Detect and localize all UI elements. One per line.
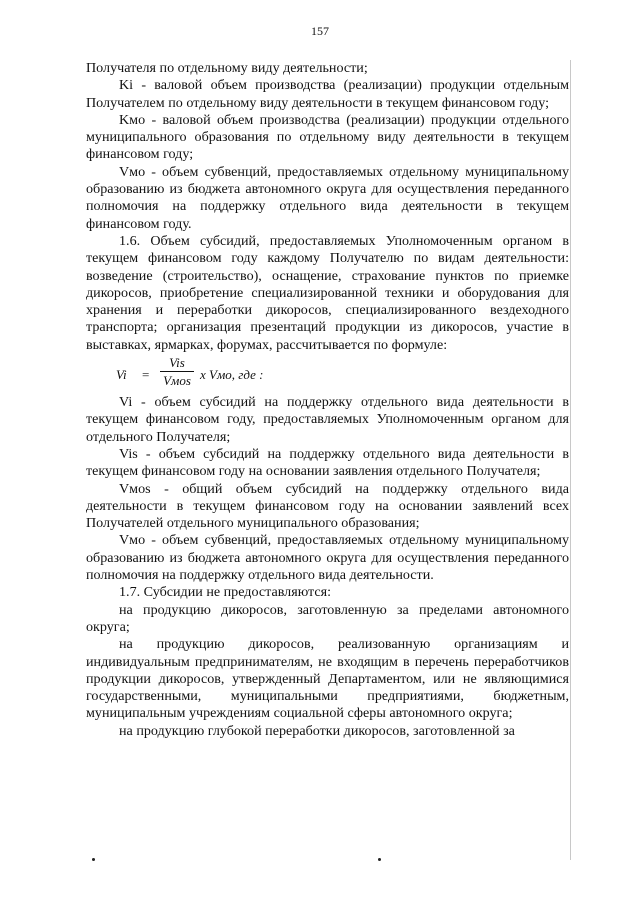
formula-equals: = [142,367,150,383]
formula-lhs: Vi [116,367,127,383]
formula-numerator: Vis [160,355,194,372]
scan-edge-line [570,60,571,860]
page-number: 157 [311,24,329,38]
formula-denominator: Vмos [163,373,191,389]
paragraph: 1.7. Субсидии не предоставляются: [119,584,332,601]
paragraph: Ki - валовой объем производства (реализации) продукции отдельным Получателем по отдельному виду деятельности в текущем финансовом году; [86,77,569,111]
formula-fraction [160,355,194,388]
scan-mark [92,858,95,861]
paragraph: Vмos - общий объем субсидий на поддержку отдельного вида деятельности в текущем финансовом году на основании заявлений всех Получателей отдельного муниципального образования; [86,480,569,532]
scan-mark [378,858,381,861]
document-body [86,60,569,740]
paragraph: на продукцию дикоросов, реализованную организациям и индивидуальным предпринимателям, не входящим в перечень переработчиков продукции дикоросов, утвержденный Департаментом, или не являющимися государственными, муниципальными предприятиями, бюджетным, муниципальным учреждениям социальной сферы автономного округа; [86,636,569,722]
formula-rhs: x Vмо, где : [200,367,264,383]
paragraph: Получателя по отдельному виду деятельности; [86,60,368,76]
paragraph: Kмо - валовой объем производства (реализации) продукции отдельного муниципального образования по отдельному виду деятельности в текущем финансовом году; [86,111,569,163]
paragraph: Vмо - объем субвенций, предоставляемых отдельному муниципальному образованию из бюджета автономного округа для осуществления переданного полномочия на поддержку отдельного вида деятельности. [86,532,569,584]
subsidy-formula [86,355,569,393]
paragraph: Vis - объем субсидий на поддержку отдельного вида деятельности в текущем финансовом году на основании заявления отдельного Получателя; [86,445,569,480]
paragraph: 1.6. Объем субсидий, предоставляемых Уполномоченным органом в текущем финансовом году каждому Получателю по видам деятельности: возведение (строительство), оснащение, страхование пунктов по приемке дикоросов, приобретение специализированной техники и оборудования для хранения и переработки дикоросов, специализированного вездеходного транспорта; организация презентаций продукции из дикоросов, участие в выставках, ярмарках, форумах, рассчитывается по формуле: [86,232,569,353]
paragraph: Vмо - объем субвенций, предоставляемых отдельному муниципальному образованию из бюджета автономного округа для осуществления переданного полномочия на поддержку отдельного вида деятельности в текущем финансовом году. [86,163,569,232]
paragraph: Vi - объем субсидий на поддержку отдельного вида деятельности в текущем финансовом году, предоставляемых Уполномоченным органом для отдельного Получателя; [86,394,569,445]
paragraph: на продукцию глубокой переработки дикоросов, заготовленной за [119,722,515,739]
paragraph: на продукцию дикоросов, заготовленную за пределами автономного округа; [86,601,569,635]
